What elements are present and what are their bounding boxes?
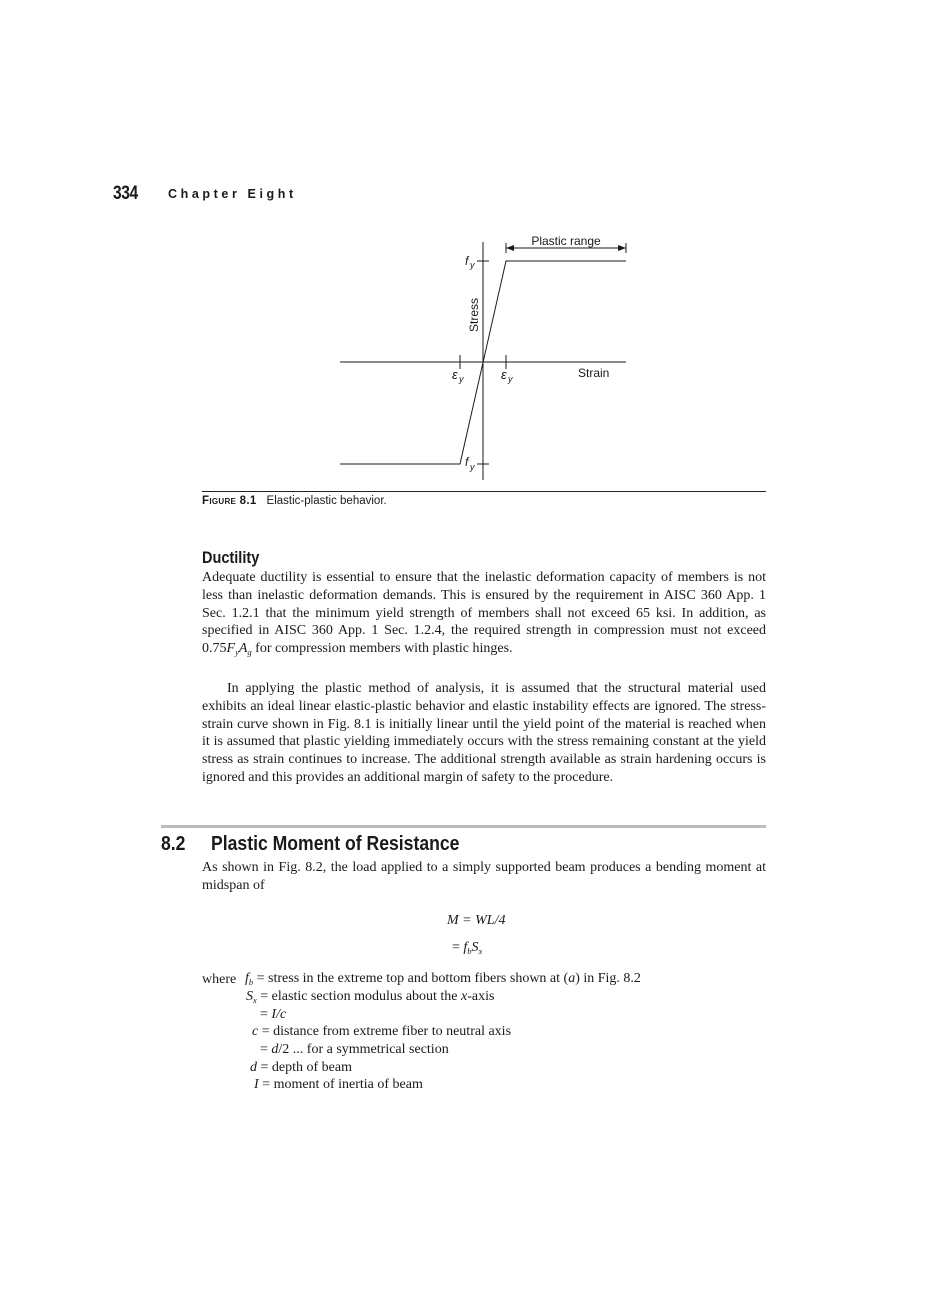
where-text: = stress in the extreme top and bottom fibers shown at ( — [253, 971, 569, 986]
p1-text-after: for compression members with plastic hinges. — [251, 641, 513, 657]
where-em: d — [271, 1042, 279, 1057]
section-rule — [161, 825, 766, 828]
where-item-ic — [260, 1007, 286, 1023]
page-number: 334 — [113, 183, 138, 204]
where-item-c — [252, 1024, 511, 1040]
ductility-paragraph-2 — [202, 680, 766, 787]
where-text: = — [260, 1042, 272, 1057]
eq2-s: S — [471, 940, 479, 955]
where-word: where — [202, 972, 237, 987]
strain-label: Strain — [578, 366, 610, 380]
fy-symbol: F — [226, 641, 236, 657]
where-tail: -axis — [467, 989, 495, 1004]
stress-label: Stress — [467, 297, 481, 332]
where-tail: ) in Fig. 8.2 — [575, 971, 641, 986]
where-text: = — [260, 1007, 272, 1022]
eq1-m: M — [447, 913, 459, 928]
where-tail: /2 ... for a symmetrical section — [278, 1042, 449, 1057]
eps-left-subscript: y — [459, 374, 464, 384]
ductility-paragraph-1 — [202, 569, 766, 658]
ag-symbol: A — [238, 641, 248, 657]
p2-text: In applying the plastic method of analysis, it is assumed that the structural material used exhibits an ideal linear elastic-plastic behavior and elastic instability effects are ignored. The stress-strain curve shown in Fig. 8.1 is initially linear until the yield point of the material is reached when it is assumed that plastic yielding immediately occurs with the stress remaining constant at the yield stress as strain continues to increase. The additional strength available as strain hardening occurs is ignored and this provides an additional margin of safety to the procedure. — [202, 681, 766, 785]
eps-right-subscript: y — [508, 374, 513, 384]
where-sym: f — [245, 971, 249, 986]
where-text: = moment of inertia of beam — [258, 1077, 423, 1092]
equation-1 — [447, 913, 505, 929]
eq1-rest: = WL/4 — [458, 913, 506, 928]
where-sym: I — [254, 1077, 259, 1092]
where-sub: b — [248, 977, 254, 987]
where-item-sx — [246, 989, 494, 1005]
where-sym: S — [246, 989, 253, 1004]
stress-strain-figure — [330, 228, 640, 488]
where-sub: x — [253, 995, 257, 1005]
where-em: I/c — [271, 1007, 287, 1022]
section-paragraph-1 — [202, 859, 766, 895]
p1-text-before: Adequate ductility is essential to ensure that the inelastic deformation capacity of members is not less than inelastic deformation demands. This is ensured by the requirement in AISC 360 App. 1 Sec. 1.2.1 that the minimum yield strength of members shall not exceed 65 ksi. In addition, as specified in AISC 360 App. 1 Sec. 1.2.4, the required strength in compression must not exceed 0.75 — [202, 570, 766, 657]
eq2-f: f — [463, 940, 468, 955]
running-head: Chapter Eight — [168, 187, 297, 201]
plastic-range-arrow-left — [506, 245, 514, 251]
where-item-d2 — [260, 1042, 449, 1058]
eq2-f-sub: b — [467, 946, 472, 956]
section-p1-text: As shown in Fig. 8.2, the load applied to a simply supported beam produces a bending moment at midspan of — [202, 860, 766, 893]
equation-2 — [452, 940, 482, 956]
eq2-prefix: = — [452, 940, 464, 955]
where-item-i — [254, 1077, 423, 1093]
fy-bottom-label: f — [465, 455, 469, 469]
section-number: 8.2 — [161, 833, 186, 855]
ag-symbol-sub: g — [247, 647, 252, 658]
fy-symbol-sub: y — [235, 647, 239, 658]
where-text: = depth of beam — [257, 1060, 352, 1075]
fy-bottom-subscript: y — [470, 462, 475, 472]
section-title: Plastic Moment of Resistance — [211, 833, 460, 855]
where-em: a — [568, 971, 576, 986]
eps-left-label: ε — [452, 367, 458, 382]
figure-caption — [202, 495, 387, 507]
fy-top-label: f — [465, 254, 469, 268]
where-text: = elastic section modulus about the — [256, 989, 462, 1004]
where-sym: d — [250, 1060, 257, 1075]
eps-right-label: ε — [501, 367, 507, 382]
fy-top-subscript: y — [470, 260, 475, 270]
where-sym: c — [252, 1024, 259, 1039]
ductility-heading: Ductility — [202, 549, 260, 567]
figure-rule — [202, 491, 766, 492]
plastic-range-arrow-right — [618, 245, 626, 251]
where-em: x — [461, 989, 468, 1004]
figure-caption-text: Elastic-plastic behavior. — [266, 495, 387, 507]
eq2-s-sub: x — [478, 946, 483, 956]
where-item-d — [250, 1060, 352, 1076]
figure-caption-label: Figure 8.1 — [202, 495, 257, 507]
where-text: = distance from extreme fiber to neutral axis — [258, 1024, 512, 1039]
plastic-range-label: Plastic range — [531, 234, 601, 248]
